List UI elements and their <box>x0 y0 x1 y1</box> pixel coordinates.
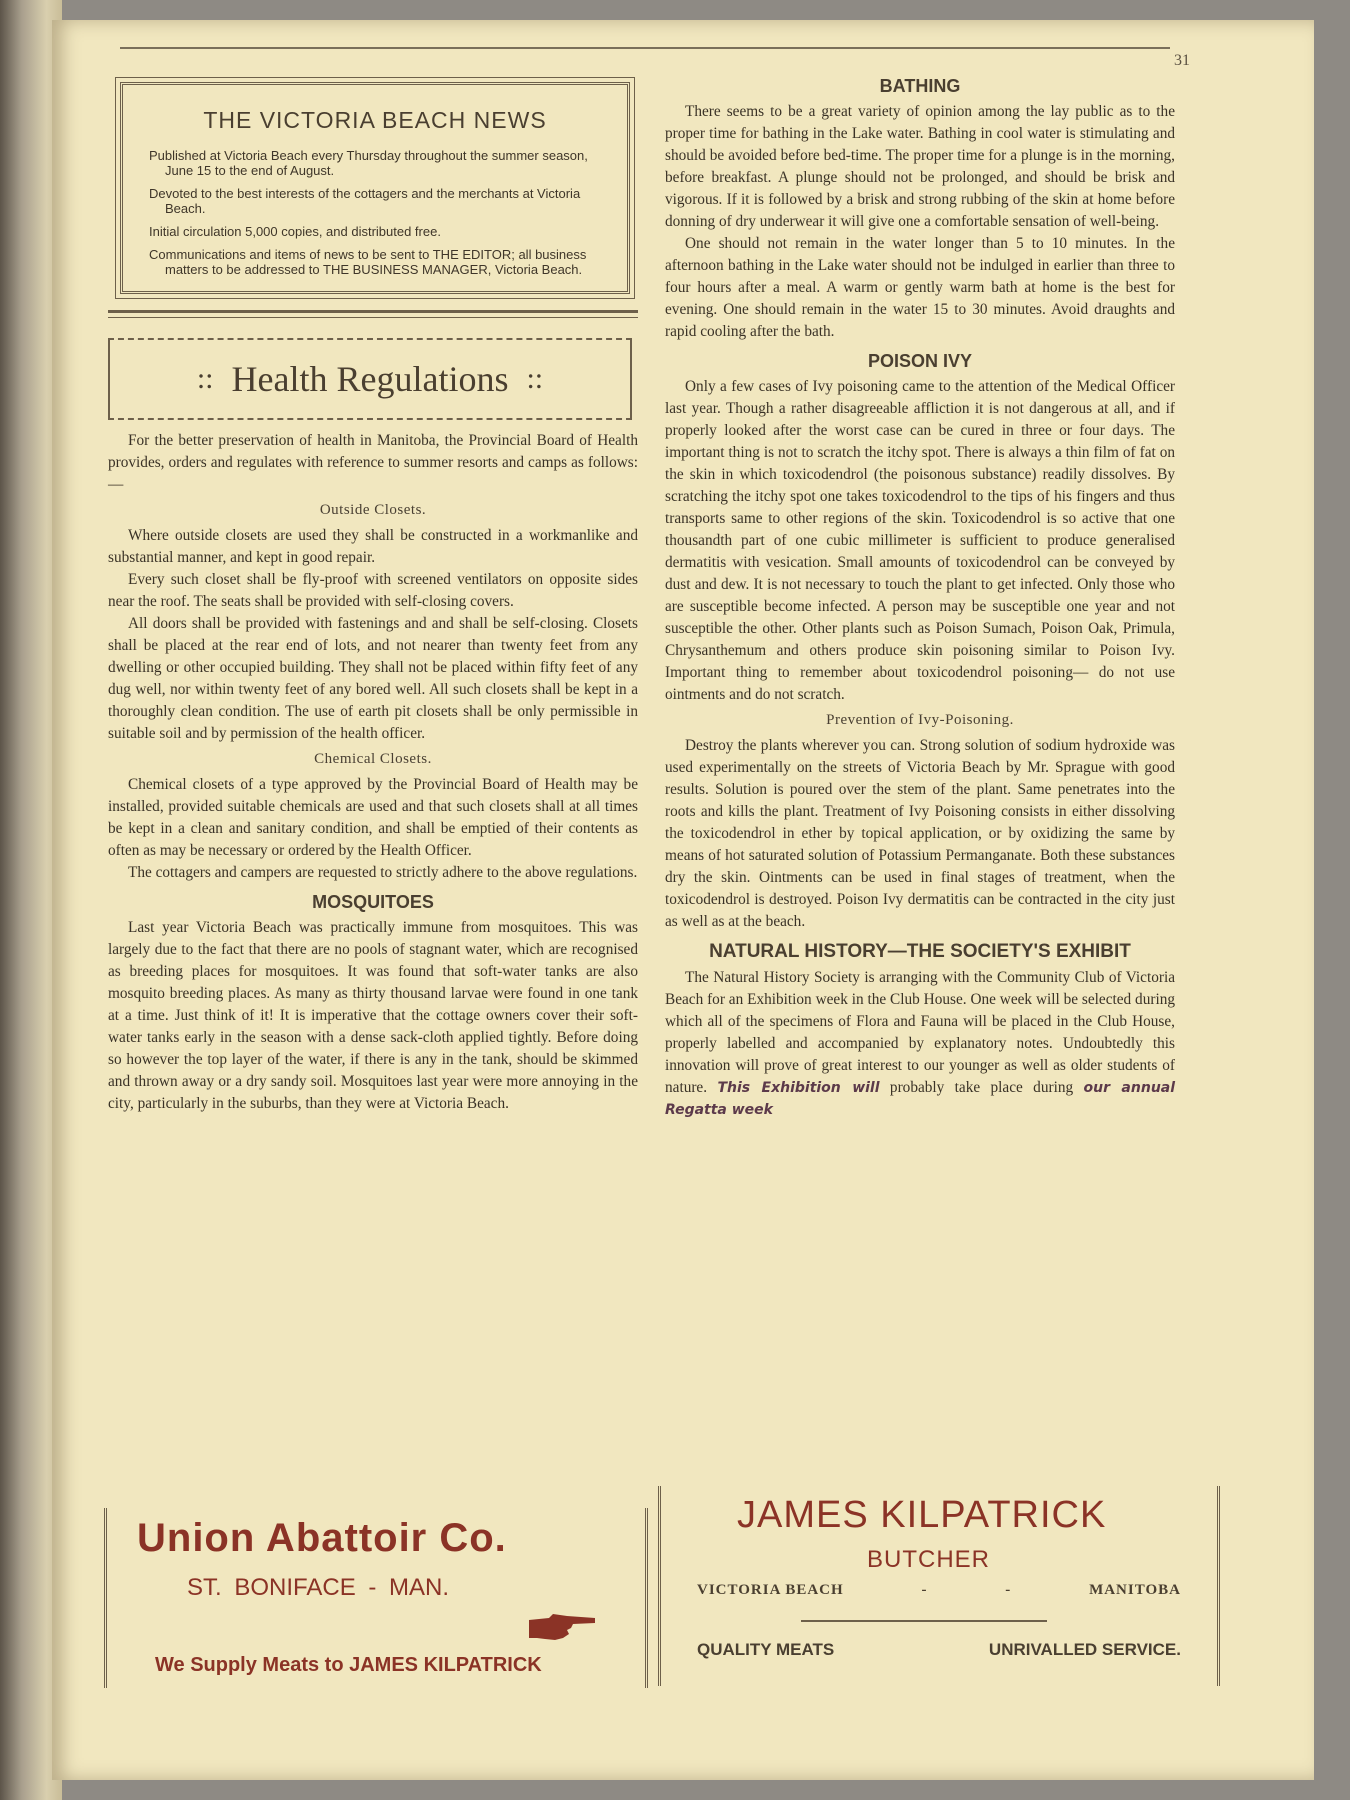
location-right: MANITOBA <box>1089 1582 1181 1598</box>
paragraph: Every such closet shall be fly-proof with screened ventilators on opposite sides near the roof. The seats shall be provided with self-closing covers. <box>108 571 638 610</box>
masthead-box <box>120 82 630 294</box>
right-column <box>665 76 1175 1121</box>
health-regulations-banner <box>108 338 632 420</box>
bathing-article <box>665 76 1175 343</box>
paragraph: There seems to be a great variety of opinion among the lay public as to the proper time for bathing in the Lake water. Bathing in cool water is stimulating and should be avoided before bed-time. The proper time for a plunge is in the morning, before breakfast. A plunge should not be prolonged, and should be brisk and vigorous. If it is followed by a brisk and strong rubbing of the skin at home before donning of dry underwear it will give one a comfortable sensation of well-being. <box>665 103 1175 230</box>
natural-history-article <box>665 941 1175 1121</box>
advertiser-name: JAMES KILPATRICK <box>737 1494 1107 1536</box>
divider <box>801 1620 1047 1622</box>
section-heading: MOSQUITOES <box>312 892 434 912</box>
union-abattoir-ad <box>104 1508 648 1688</box>
section-heading: BATHING <box>879 76 961 96</box>
left-column <box>108 76 638 1115</box>
paragraph: Last year Victoria Beach was practically immune from mosquitoes. This was largely due to the fact that there are no pools of stagnant water, which are recognised as breeding places for mosquitoes. It was found that soft-water tanks are also mosquito breeding places. As many as thirty thousand larvae were found in one tank at a time. Just think of it! It is imperative that the cottage owners cover their soft-water tanks early in the season with a dense sack-cloth applied tightly. Before doing so however the top layer of the water, if there is any in the tank, should be skimmed and thrown away or a dry sandy soil. Mosquitoes last year were more annoying in the city, particularly in the suburbs, than they were at Victoria Beach. <box>108 919 638 1112</box>
paragraph: One should not remain in the water longer than 5 to 10 minutes. In the afternoon bathing in the Lake water should not be indulged in earlier than three to four hours after a meal. A warm or gently warm bath at home is the best for evening. One should remain in the water 15 to 30 minutes. Avoid draughts and rapid cooling after the bath. <box>665 235 1175 340</box>
james-kilpatrick-ad <box>658 1486 1220 1686</box>
ornament: :: <box>526 362 544 395</box>
paragraph: All doors shall be provided with fastenings and and shall be self-closing. Closets shall be placed at the rear end of lots, and not nearer than twenty feet from any dwelling or other occupied building. They shall not be placed within fifty feet of any dug well, nor within twenty feet of any bored well. All such closets shall be kept in a thoroughly clean condition. The use of earth pit closets shall be only permissible in suitable soil and by permission of the health officer. <box>108 615 638 742</box>
tag-left: QUALITY MEATS <box>697 1640 835 1659</box>
advertiser-trade: BUTCHER <box>867 1546 991 1573</box>
advertiser-location <box>187 1574 449 1602</box>
tag-right: UNRIVALLED SERVICE. <box>988 1640 1181 1659</box>
separator: - <box>921 1582 928 1598</box>
section-heading: NATURAL HISTORY—THE SOCIETY'S EXHIBIT <box>709 941 1131 962</box>
masthead-line: Initial circulation 5,000 copies, and distributed free. <box>149 224 441 239</box>
pointing-hand-icon <box>527 1612 597 1642</box>
paragraph: The cottagers and campers are requested to strictly adhere to the above regulations. <box>128 864 638 881</box>
separator: - <box>368 1574 377 1601</box>
paragraph: Where outside closets are used they shall be constructed in a workmanlike and substantial manner, and kept in good repair. <box>108 527 638 566</box>
paragraph: Chemical closets of a type approved by the Provincial Board of Health may be installed, provided suitable chemicals are used and that such closets shall at all times be kept in a clean and sanitary condition, and shall be emptied of their contents as often as may be necessary or ordered by the Health Officer. <box>108 776 638 859</box>
divider <box>108 310 638 313</box>
masthead-line: Devoted to the best interests of the cottagers and the merchants at Victoria Beach. <box>149 186 581 216</box>
paragraph: Only a few cases of Ivy poisoning came to the attention of the Medical Officer last year. Though a rather disagreeable affliction it is not dangerous at all, and if properly looked after the worst case can be cured in three or four days. The important thing is not to scratch the itchy spot. There is always a thin film of fat on the skin in which toxicodendrol (the poisonous substance) readily dissolves. By scratching the itchy spot one takes toxicodendrol to the tips of his fingers and thus transports same to other regions of the skin. Toxicodendrol is so active that one thousandth part of one cubic millimeter is sufficient to produce generalised dermatitis with vesication. Small amounts of toxicodendrol can be conveyed by dust and dew. It is not necessary to touch the plant to get infected. Only those who are susceptible become infected. A person may be susceptible one year and not susceptible the other. Other plants such as Poison Sumach, Poison Oak, Primula, Chrysanthemum and others produce skin poisoning similar to Poison Ivy. Important thing to remember about toxicodendrol poisoning— do not use ointments and do not scratch. <box>665 378 1175 703</box>
province: MAN. <box>389 1574 450 1601</box>
poison-ivy-article <box>665 351 1175 933</box>
ornament: :: <box>196 362 214 395</box>
location-left: VICTORIA BEACH <box>697 1582 844 1598</box>
supply-tagline: We Supply Meats to JAMES KILPATRICK <box>155 1654 542 1676</box>
advertiser-name: Union Abattoir Co. <box>137 1516 507 1560</box>
masthead-line: Communications and items of news to be sent to THE EDITOR; all business matters to be addressed to THE BUSINESS MANAGER, Victoria Beach. <box>149 247 587 277</box>
handwritten-note: our annual Regatta week <box>665 1080 1176 1118</box>
paragraph: For the better preservation of health in Manitoba, the Provincial Board of Health provides, orders and regulates with reference to summer resorts and camps as follows:— <box>108 432 638 493</box>
masthead-title: THE VICTORIA BEACH NEWS <box>203 107 547 133</box>
section-title: Health Regulations <box>231 359 509 399</box>
subheading: Outside Closets. <box>319 502 427 518</box>
paragraph-text: The Natural History Society is arranging with the Community Club of Victoria Beach for an Exhibition week in the Club House. One week will be selected during which all of the specimens of Flora and Fauna will be placed in the Club House, properly labelled and accompanied by explanatory notes. Undoubtedly this innovation will prove of great interest to our younger as well as older students of nature. <box>665 969 1175 1096</box>
masthead-line: Published at Victoria Beach every Thursday throughout the summer season, June 15 to the end of August. <box>149 148 588 178</box>
subheading: Prevention of Ivy-Poisoning. <box>826 712 1014 728</box>
separator: - <box>1005 1582 1012 1598</box>
city: ST. BONIFACE <box>187 1574 356 1601</box>
paragraph-text: probably take place during <box>889 1079 1074 1096</box>
advertiser-location <box>697 1582 1181 1599</box>
handwritten-note: This Exhibition will <box>717 1080 880 1096</box>
page-number: 31 <box>1174 52 1190 69</box>
health-article <box>108 430 638 1115</box>
ad-taglines <box>697 1640 1181 1660</box>
top-rule <box>120 47 1170 49</box>
paragraph <box>665 967 1175 1121</box>
paragraph: Destroy the plants wherever you can. Strong solution of sodium hydroxide was used experimentally on the streets of Victoria Beach by Mr. Sprague with good results. Solution is poured over the stem of the plant. Same penetrates into the roots and kills the plant. Treatment of Ivy Poisoning consists in either dissolving the toxicodendrol in ether by topical application, or by oxidizing the same by means of hot saturated solution of Potassium Permanganate. Both these substances dry the skin. Ointments can be used in final stages of treatment, when the toxicodendrol is destroyed. Poison Ivy dermatitis can be contracted in the city just as well as at the beach. <box>665 737 1175 930</box>
section-heading: POISON IVY <box>867 351 973 371</box>
divider <box>108 317 638 318</box>
subheading: Chemical Closets. <box>314 751 432 767</box>
